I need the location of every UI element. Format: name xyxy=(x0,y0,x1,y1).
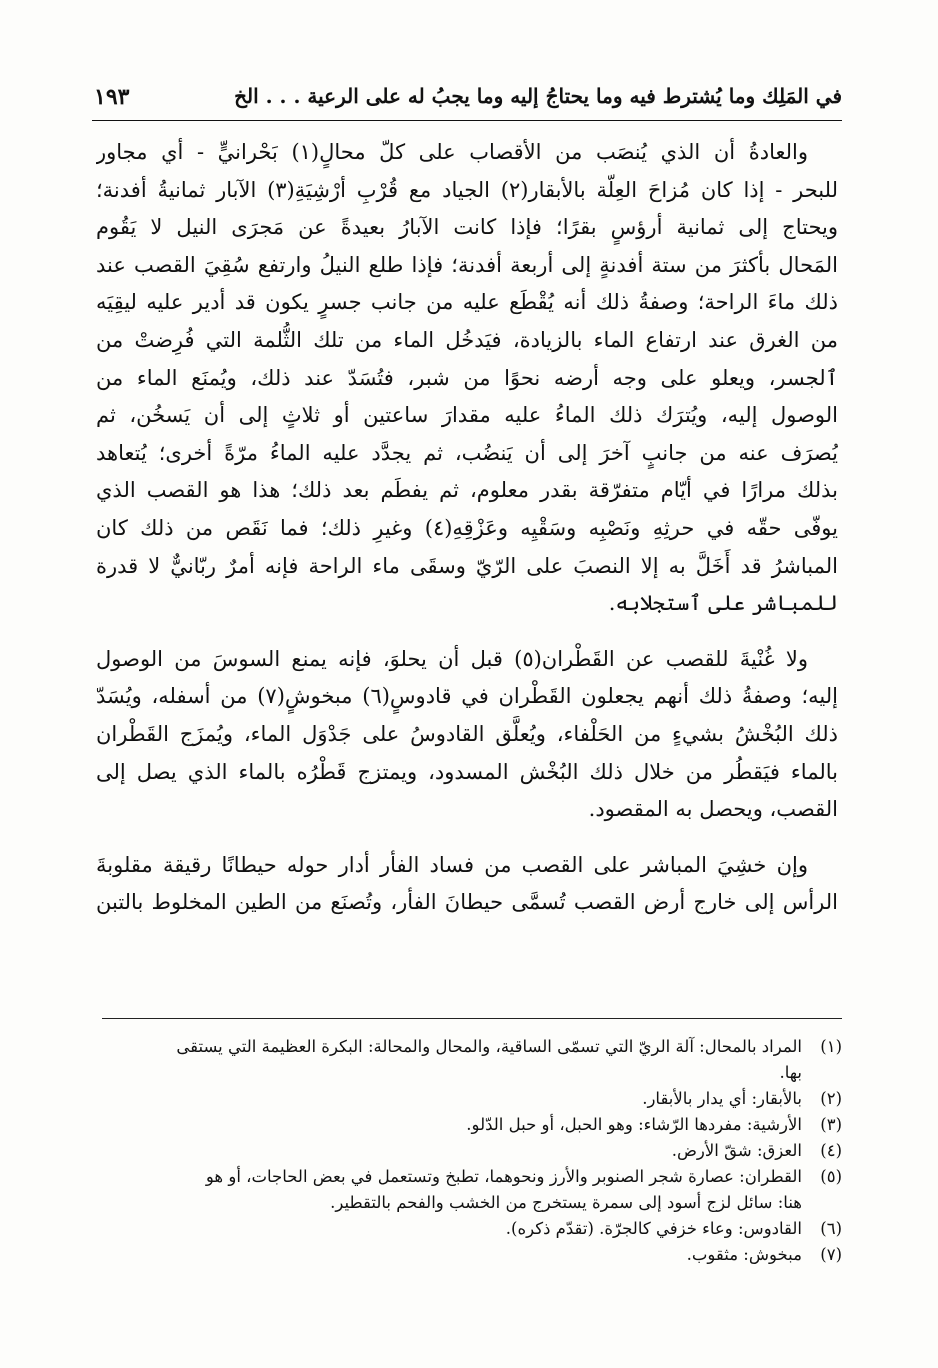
footnote-line: العزق: شقّ الأرض. xyxy=(671,1141,802,1160)
footnote-line: القطران: عصارة شجر الصنوبر والأرز ونحوهما، تطبخ وتستعمل في بعض الحاجات، أو هو xyxy=(205,1167,802,1186)
text-line: القصب، ويحصل به المقصود. xyxy=(588,797,838,822)
footnote-1 xyxy=(96,1034,842,1086)
text-line: يُصرَف عنه من جانبٍ آخرَ إلى أن يَنضُب، ثم يجدَّد عليه الماءُ مرّةً أخرى؛ يُتعاهد xyxy=(96,440,838,465)
text-line: ذلك البُخْشُ بشيءٍ من الحَلْفاء، ويُعلَّق القادوسُ على جَدْوَل الماء، ويُمزَج القَطْران xyxy=(96,721,838,746)
footnote-line: المراد بالمحال: آلة الريّ التي تسمّى الساقية، والمحال والمحالة: البكرة العظيمة التي يستقى xyxy=(176,1037,802,1056)
footnote-6 xyxy=(96,1216,842,1242)
footnote-line: هنا: سائل لزج أسود إلى سمرة يستخرج من الخشب والفحم بالتقطير. xyxy=(330,1193,802,1212)
footnote-line: مبخوش: مثقوب. xyxy=(686,1245,802,1264)
text-line: للبحر - إذا كان مُزاحَ العِلّة بالأبقار(٢) الجياد مع قُرْبِ أرْشِيَةِ(٣) الآبار ثمانيةُ أفدنة؛ xyxy=(96,177,838,202)
footnote-separator xyxy=(102,1018,842,1019)
footnote-number: (٦) xyxy=(820,1219,842,1238)
footnote-line: بها. xyxy=(779,1063,802,1082)
text-line: وإن خشِيَ المباشر على القصب من فساد الفأر أدار حوله حيطانًا رقيقة مقلوبةَ xyxy=(96,852,808,877)
footnote-3 xyxy=(96,1112,842,1138)
footnote-line: القادوس: وعاء خزفي كالجرّة. (تقدّم ذكره). xyxy=(505,1219,802,1238)
text-line: ولا غُنْيةَ للقصب عن القَطْران(٥) قبل أن يحلوَ، فإنه يمنع السوسَ من الوصول xyxy=(96,646,808,671)
text-line: يوفّى حقّه في حرثِهِ ونَصْبِه وسَقْيِه وعَزْقِهِ(٤) وغيرِ ذلك؛ فما نَقَص من ذلك كان xyxy=(96,515,838,540)
running-title: في المَلِك وما يُشترط فيه وما يحتاجُ إليه وما يجبُ له على الرعية . . . الخ xyxy=(234,84,842,108)
footnotes xyxy=(96,1034,842,1268)
text-line: الوصول إليه، ويُترَك ذلك الماءُ عليه مقدارَ ساعتين أو ثلاثٍ إلى أن يَسخُن، ثم xyxy=(96,403,838,428)
footnote-line: بالأبقار: أي يدار بالأبقار. xyxy=(642,1089,802,1108)
footnote-number: (٢) xyxy=(820,1089,842,1108)
text-line: الرأس إلى خارج أرض القصب تُسمَّى حيطانَ الفأر، وتُصنَع من الطين المخلوط بالتبن xyxy=(96,890,838,915)
footnote-4 xyxy=(96,1138,842,1164)
footnote-number: (٧) xyxy=(820,1245,842,1264)
text-line: إليه؛ وصفةُ ذلك أنهم يجعلون القَطْران في قادوسٍ(٦) مبخوشٍ(٧) من أسفله، ويُسَدّ xyxy=(96,684,838,709)
text-line: بالماء فيَقطُر من خلال ذلك البُخْش المسدود، ويمتزج قَطْرُه بالماء الذي يصل إلى xyxy=(96,759,838,784)
text-line: ذلك ماءَ الراحة؛ وصفةُ ذلك أنه يُقْطَع عليه من جانب جسرٍ يكون قد أدير عليه ليقِيَه xyxy=(96,290,838,315)
text-line: المَحال بأكثرَ من ستة أفدنةٍ إلى أربعة أفدنة؛ فإذا طلع النيلُ وارتفع سُقِيَ القصب عند xyxy=(96,252,838,277)
footnote-number: (١) xyxy=(820,1037,842,1056)
main-text xyxy=(96,134,838,940)
footnote-number: (٥) xyxy=(820,1167,842,1186)
page-header xyxy=(92,80,842,121)
text-line: بذلك مرارًا في أيّام متفرّقة بقدر معلوم، ثم يفطَم بعد ذلك؛ هذا هو القصب الذي xyxy=(96,478,838,503)
footnote-7 xyxy=(96,1242,842,1268)
text-line: من الغرق عند ارتفاع الماء بالزيادة، فيَدخُل الماء من تلك الثُّلمة التي فُرِضتْ من xyxy=(96,327,838,352)
footnote-2 xyxy=(96,1086,842,1112)
text-line: ويحتاج إلى ثمانية أرؤسٍ بقرًا؛ فإذا كانت الآبارُ بعيدةً عن مَجرَى النيل لا يَقُوم xyxy=(96,215,838,240)
paragraph-2 xyxy=(96,641,838,829)
footnote-5 xyxy=(96,1164,842,1216)
text-line: والعادةُ أن الذي يُنصَب من الأقصاب على كلّ محالٍ(١) بَحْرانيٍّ - أي مجاور xyxy=(96,140,808,164)
paragraph-3 xyxy=(96,847,838,922)
paragraph-1 xyxy=(96,134,838,623)
text-line: المباشرُ قد أَخَلَّ به إلا النصبَ على الرّيّ وسقَى ماء الراحة فإنه أمرٌ ربّانيٌّ لا قدرة xyxy=(96,553,838,578)
footnote-line: الأرشية: مفردها الرّشاء: وهو الحبل، أو حبل الدّلو. xyxy=(466,1115,802,1134)
text-line: للمباشر على ٱستجلابه. xyxy=(608,591,838,616)
page-number: ١٩٣ xyxy=(94,84,130,110)
text-line: ٱلجسر، ويعلو على وجه أرضه نحوًا من شبر، فتُسَدّ عند ذلك، ويُمنَع الماء من xyxy=(96,365,838,390)
footnote-number: (٣) xyxy=(820,1115,842,1134)
footnote-number: (٤) xyxy=(820,1141,842,1160)
